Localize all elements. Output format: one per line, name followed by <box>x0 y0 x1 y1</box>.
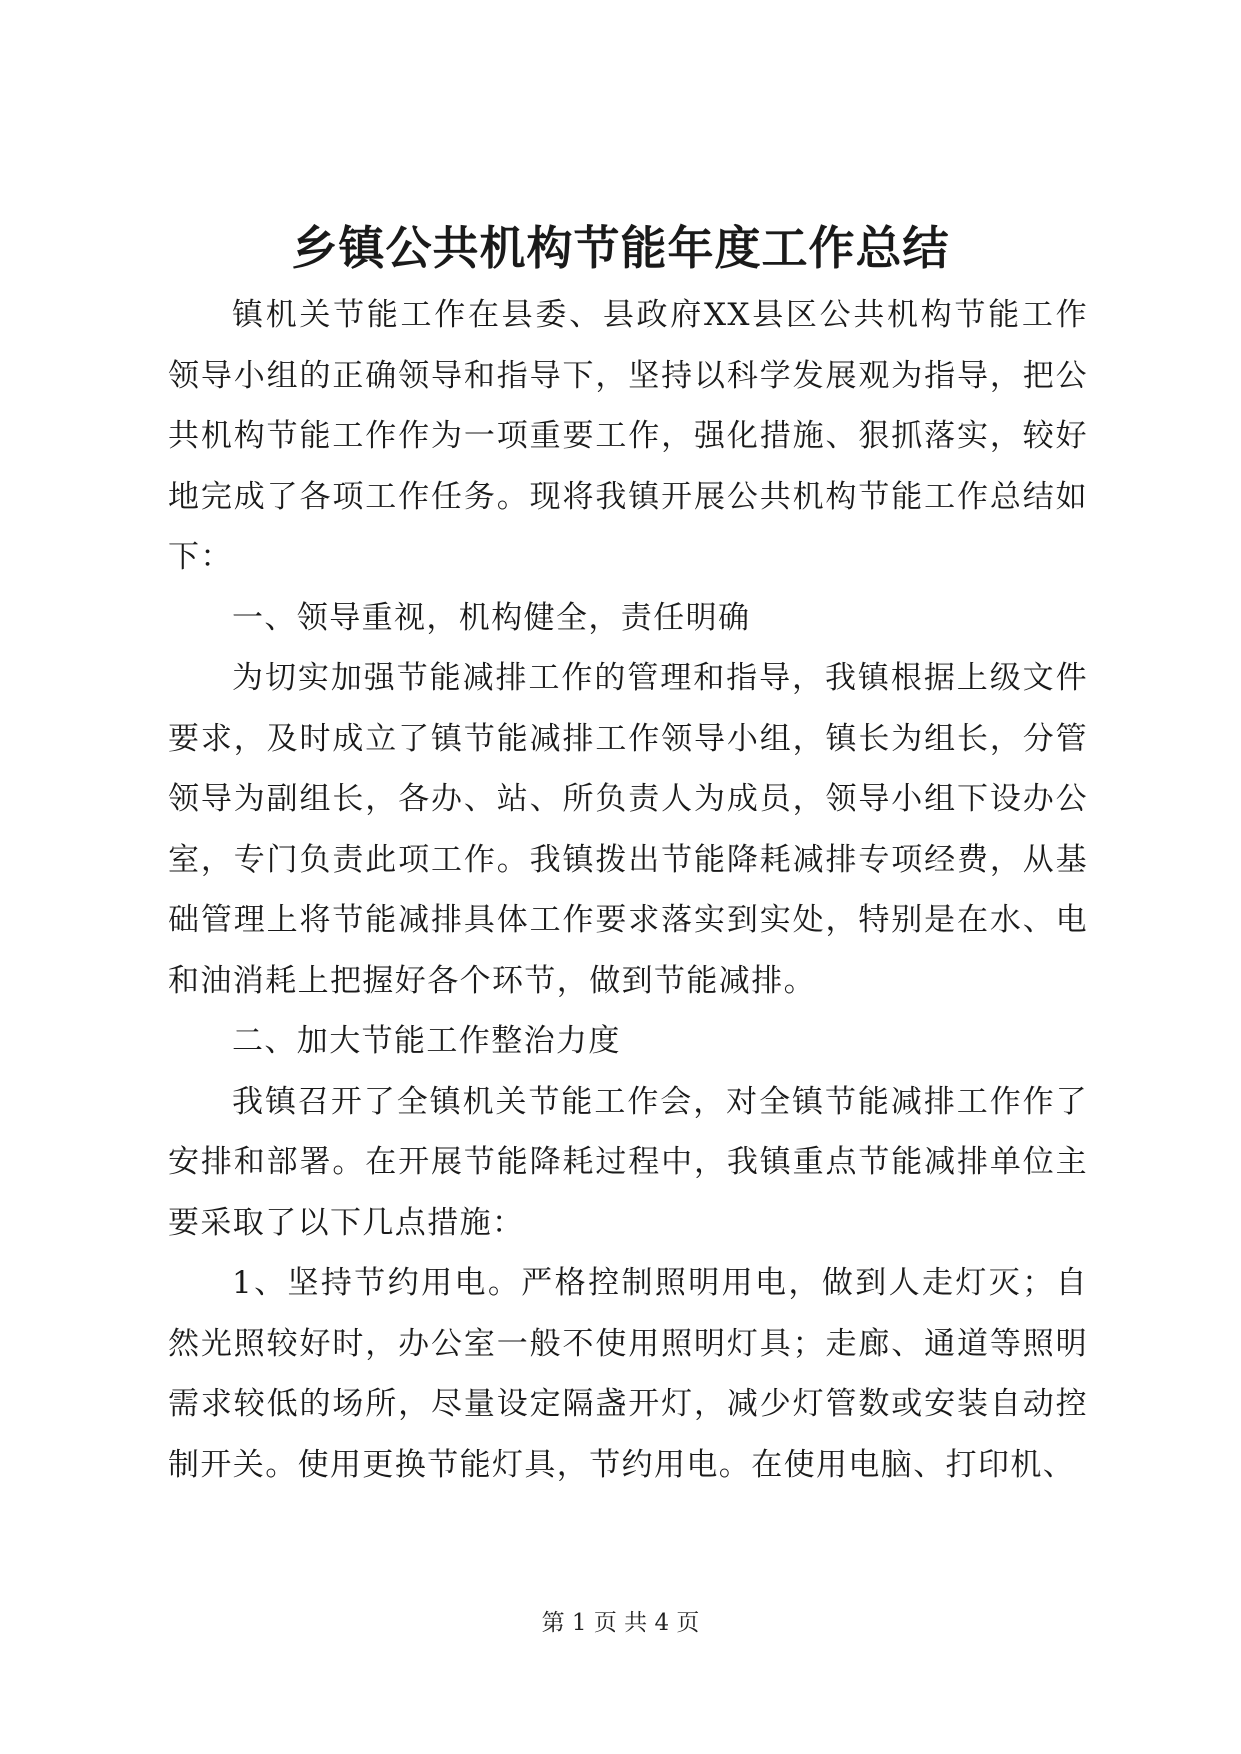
intro-paragraph: 镇机关节能工作在县委、县政府XX县区公共机构节能工作领导小组的正确领导和指导下，坚持以科学发展观为指导，把公共机构节能工作作为一项重要工作，强化措施、狠抓落实，较好地完成了各项工作任务。现将我镇开展公共机构节能工作总结如下： <box>168 297 1088 575</box>
document-title: 乡镇公共机构节能年度工作总结 <box>291 221 950 275</box>
section-2-paragraph: 我镇召开了全镇机关节能工作会，对全镇节能减排工作作了安排和部署。在开展节能降耗过程中，我镇重点节能减排单位主要采取了以下几点措施： <box>168 1083 1088 1241</box>
page-footer: 第 1 页 共 4 页 <box>541 1610 700 1636</box>
section-1-paragraph: 为切实加强节能减排工作的管理和指导，我镇根据上级文件要求，及时成立了镇节能减排工作领导小组，镇长为组长，分管领导为副组长，各办、站、所负责人为成员，领导小组下设办公室，专门负责此项工作。我镇拨出节能降耗减排专项经费，从基础管理上将节能减排具体工作要求落实到实处，特别是在水、电和油消耗上把握好各个环节，做到节能减排。 <box>168 660 1088 999</box>
section-heading-1: 一、领导重视，机构健全，责任明确 <box>232 599 751 636</box>
measure-1-paragraph: 1、坚持节约用电。严格控制照明用电，做到人走灯灭；自然光照较好时，办公室一般不使用照明灯具；走廊、通道等照明需求较低的场所，尽量设定隔盏开灯，减少灯管数或安装自动控制开关。使用更换节能灯具，节约用电。在使用电脑、打印机、 <box>168 1265 1088 1483</box>
document-body <box>168 285 1088 1495</box>
section-heading-2: 二、加大节能工作整治力度 <box>232 1023 621 1059</box>
